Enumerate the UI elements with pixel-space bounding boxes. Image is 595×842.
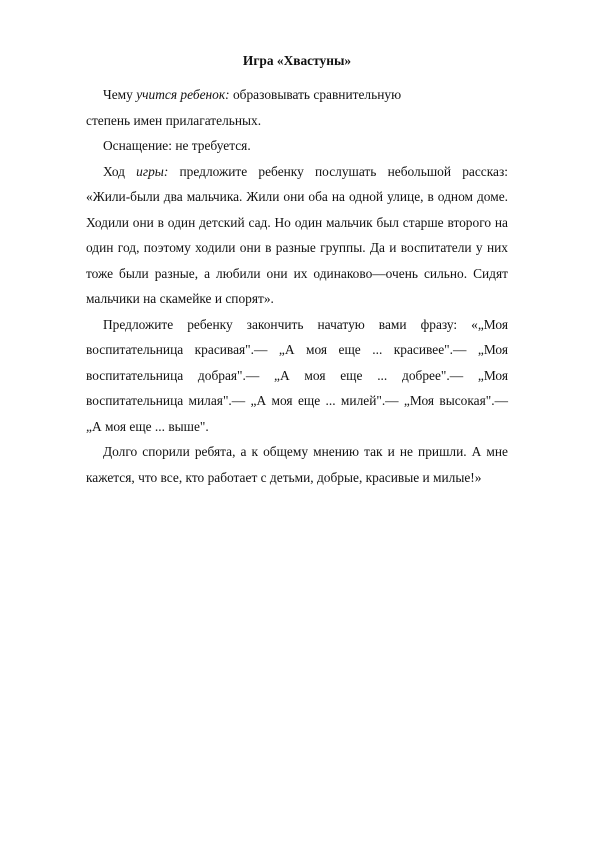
- paragraph-phrase-task: Предложите ребенку закончить начатую вами фразу: «„Моя воспитательница красивая".— „А моя еще ... красивее".— „Моя воспитательница добрая".— „А моя еще ... добрее".— „Моя воспитательница милая".— „А моя еще ... милей".— „Моя высокая".— „А моя еще ... выше".: [86, 316, 508, 434]
- paragraph-learning-goal: [86, 82, 508, 133]
- paragraph-equipment: Оснащение: не требуется.: [103, 138, 251, 153]
- document-title: Игра «Хвастуны»: [242, 53, 352, 68]
- procedure-label: Ход: [103, 163, 125, 179]
- paragraph-game-procedure: [86, 159, 508, 312]
- learning-goal-label: Чему: [103, 87, 133, 102]
- procedure-text: предложите ребенку послушать небольшой рассказ: «Жили-были два мальчика. Жили они оба на одной улице, в одном доме. Ходили они в один детский сад. Но один мальчик был старше второго на один год, поэтому ходили они в разные группы. Да и воспитатели у них тоже были разные, а любили они их одинаково—очень сильно. Сидят мальчики на скамейке и спорят».: [86, 163, 508, 306]
- paragraph-conclusion: Долго спорили ребята, а к общему мнению так и не пришли. А мне кажется, что все, кто работает с детьми, добрые, красивые и милые!»: [86, 444, 508, 485]
- procedure-label-italic: игры:: [136, 163, 169, 179]
- learning-goal-text: образовывать сравнительную степень имен прилагательных.: [86, 87, 402, 128]
- learning-goal-label-italic: учится ребенок:: [136, 87, 230, 102]
- document-body: [86, 52, 508, 490]
